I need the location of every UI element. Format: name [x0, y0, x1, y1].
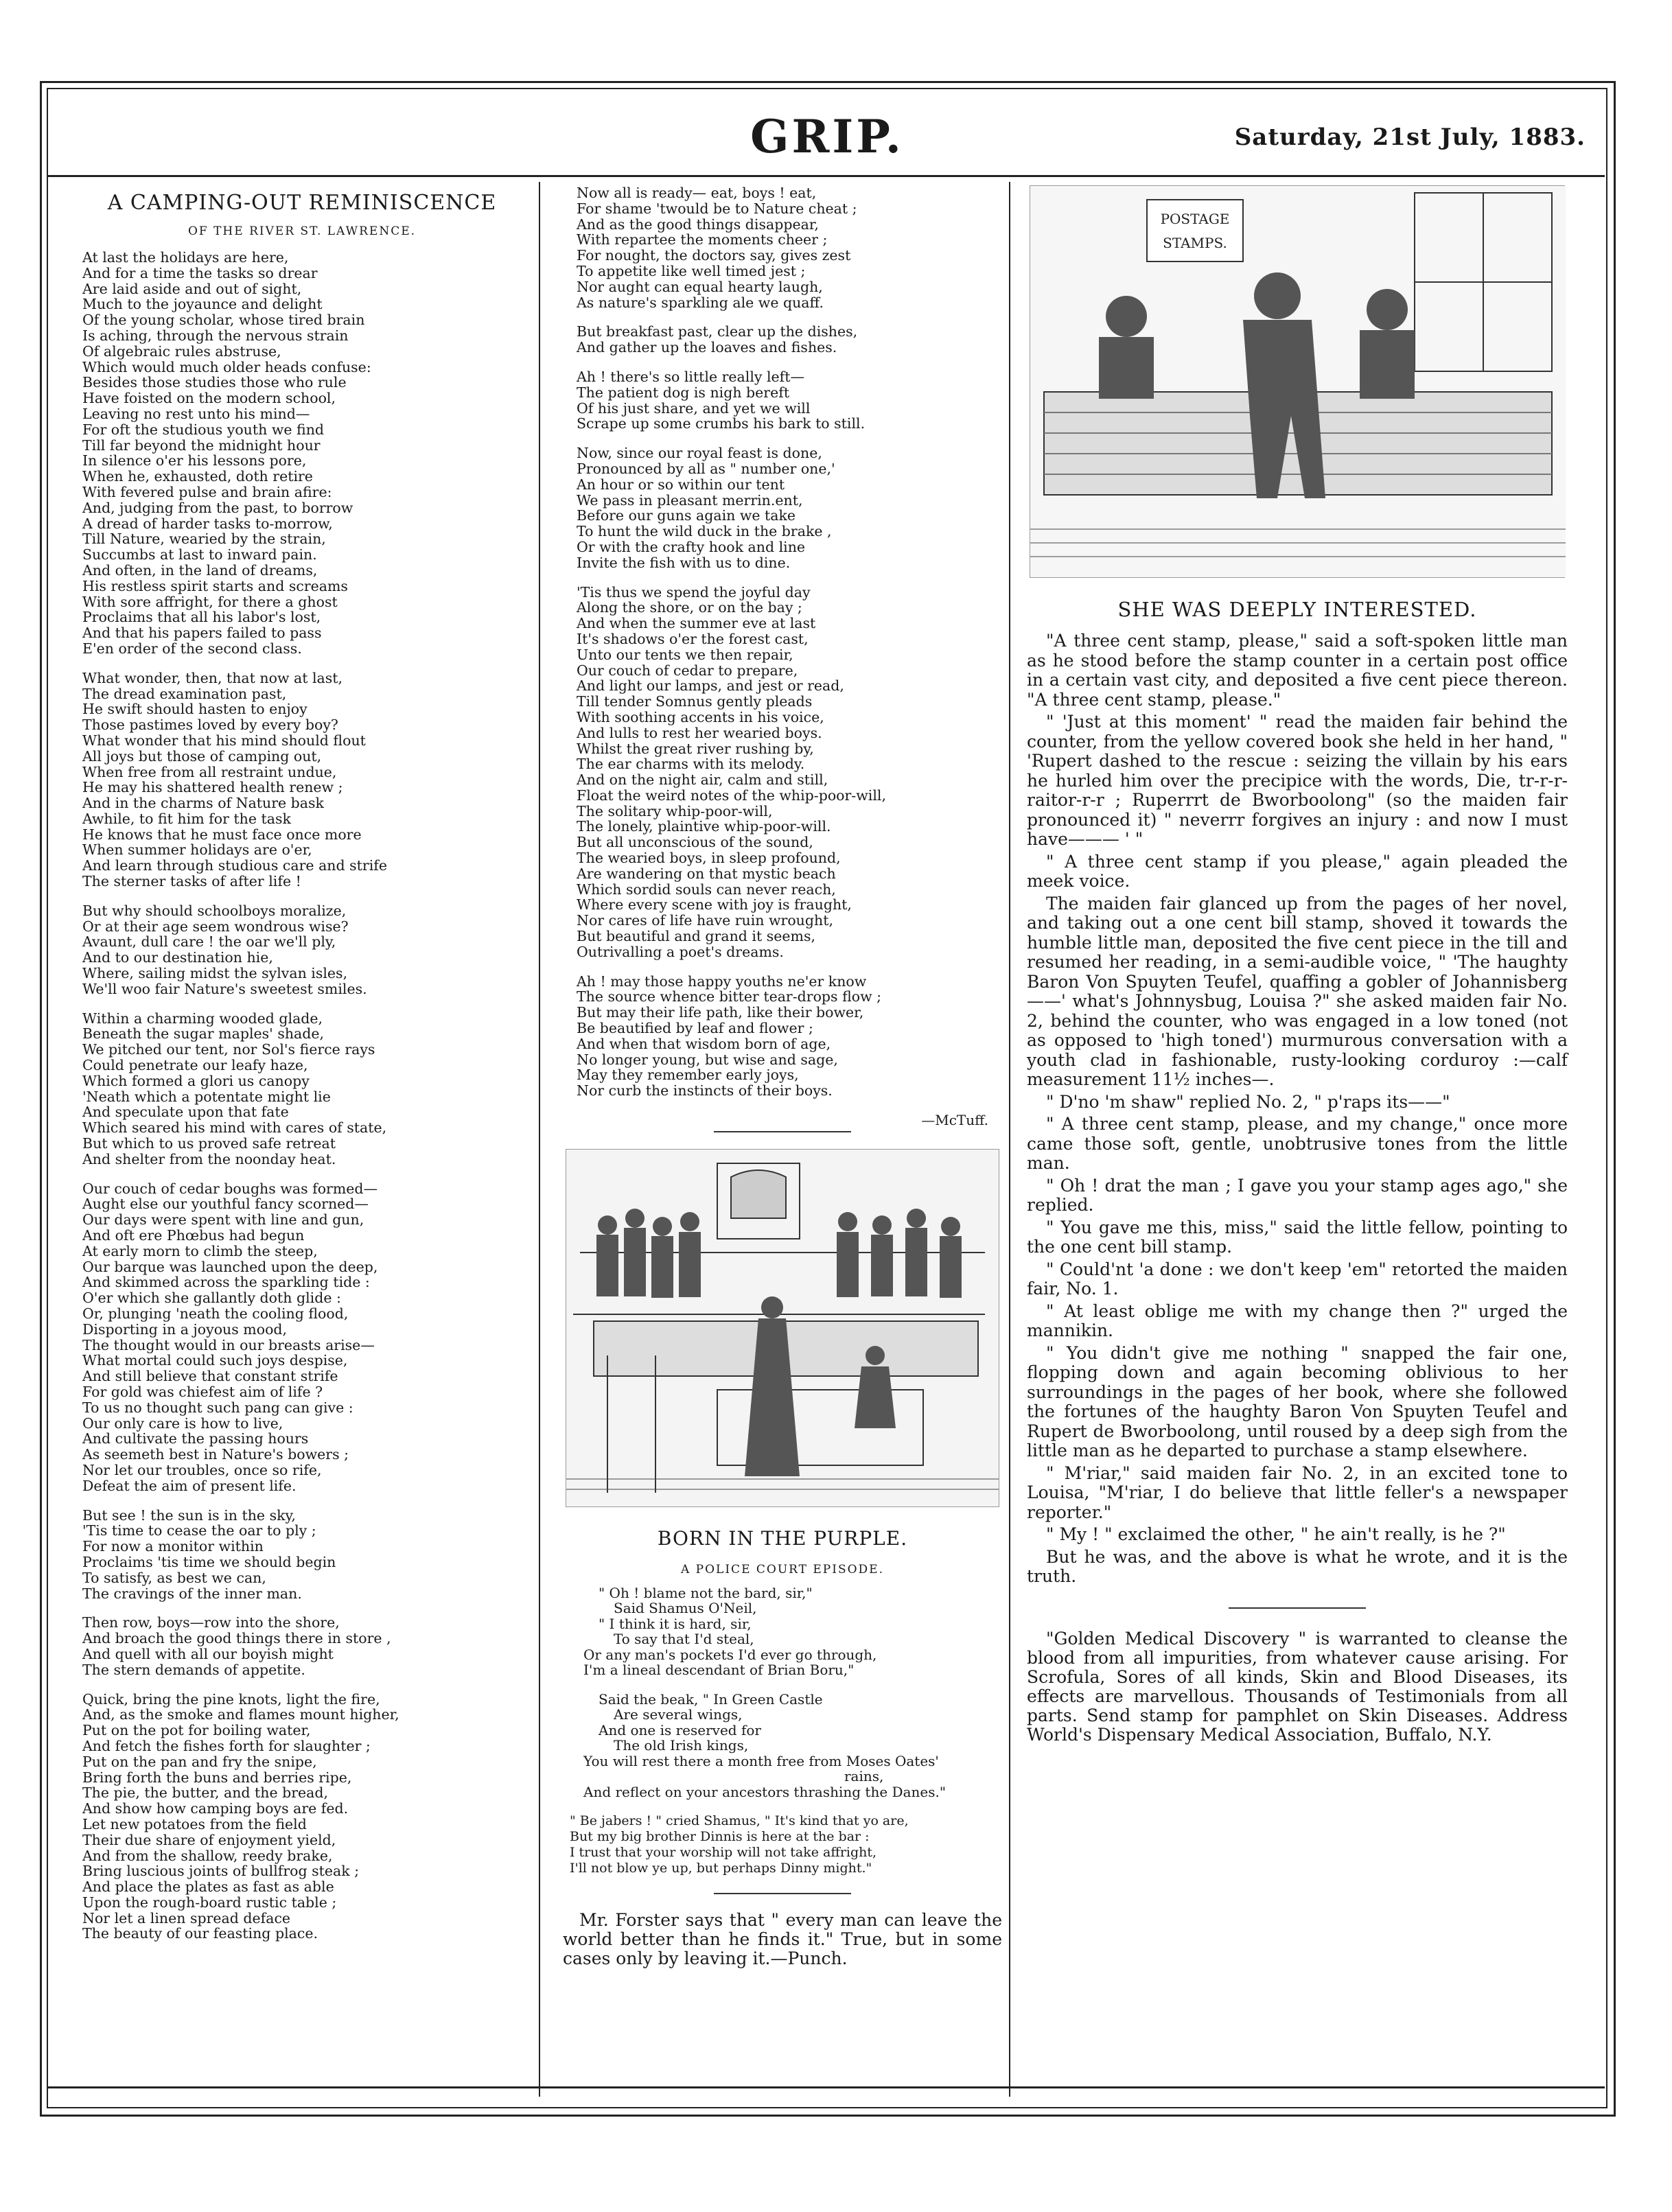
- poem-line: As nature's sparkling ale we quaff.: [577, 294, 824, 311]
- poem-line: We pitched our tent, nor Sol's fierce rays: [82, 1041, 375, 1058]
- poem-line: And learn through studious care and strife: [82, 857, 387, 874]
- poem-line: With soothing accents in his voice,: [577, 708, 824, 725]
- poem-line: Much to the joyaunce and delight: [82, 296, 323, 313]
- poem-line: Succumbs at last to inward pain.: [82, 546, 317, 563]
- poem-line: Let new potatoes from the field: [82, 1815, 307, 1832]
- stanza: [577, 185, 1002, 310]
- courtroom-engraving: [566, 1150, 999, 1506]
- poem-line: The ear charms with its melody.: [577, 756, 805, 773]
- poem-line: And, as the smoke and flames mount higher,: [82, 1706, 399, 1723]
- poem-line: And when the summer eve at last: [577, 615, 816, 632]
- poem-line: May they remember early joys,: [577, 1067, 799, 1084]
- poem-line: When he, exhausted, doth retire: [82, 468, 313, 485]
- poem-line: But which to us proved safe retreat: [82, 1135, 336, 1152]
- article-paragraph: " My ! " exclaimed the other, " he ain't really, is he ?": [1046, 1524, 1506, 1544]
- poem-line: For shame 'twould be to Nature cheat ;: [577, 200, 857, 217]
- poem-line: Disporting in a joyous mood,: [82, 1320, 288, 1338]
- article-paragraph: " A three cent stamp if you please," again pleaded the meek voice.: [1027, 851, 1568, 891]
- poem-line: Invite the fish with us to dine.: [577, 554, 791, 571]
- article-paragraph: " M'riar," said maiden fair No. 2, in an excited tone to Louisa, "M'riar, I do believe that little feller's a newspaper reporter.": [1027, 1463, 1568, 1522]
- poem-line: " Be jabers ! " cried Shamus, " It's kind that yo are,: [570, 1813, 909, 1829]
- poem-line: Before our guns again we take: [577, 507, 796, 524]
- poem-line: You will rest there a month free from Moses Oates': [583, 1752, 939, 1769]
- poem-line: Are several wings,: [614, 1706, 743, 1723]
- poem-line: Is aching, through the nervous strain: [82, 327, 349, 344]
- stanza: [577, 974, 1002, 1099]
- poem-line: Whilst the great river rushing by,: [577, 740, 814, 757]
- poem-line: At early morn to climb the steep,: [82, 1242, 318, 1259]
- poem-line: The cravings of the inner man.: [82, 1585, 302, 1602]
- stanza: [82, 1615, 522, 1677]
- poem-line: Nor let a linen spread deface: [82, 1909, 291, 1926]
- poem-line: But my big brother Dinnis is here at the bar :: [570, 1829, 870, 1845]
- poem-line: Bring luscious joints of bullfrog steak ;: [82, 1863, 360, 1880]
- poem-line: Those pastimes loved by every boy?: [82, 717, 338, 734]
- sign-line-1: POSTAGE: [1160, 211, 1230, 227]
- poem-line: A dread of harder tasks to-morrow,: [82, 515, 333, 532]
- poem-line: Which formed a glori us canopy: [82, 1072, 310, 1089]
- poem-line: Beneath the sugar maples' shade,: [82, 1025, 325, 1043]
- stanza: [82, 1692, 522, 1942]
- poem-line: " Oh ! blame not the bard, sir,": [599, 1584, 813, 1601]
- stanza: [82, 1508, 522, 1602]
- poem-line: I trust that your worship will not take affright,: [570, 1844, 877, 1860]
- poem-line: But why should schoolboys moralize,: [82, 902, 347, 919]
- poem-line: Could penetrate our leafy haze,: [82, 1057, 308, 1074]
- poem-line: I'll not blow ye up, but perhaps Dinny might.": [570, 1860, 872, 1876]
- article-title-camping: A CAMPING-OUT REMINISCENCE: [107, 191, 497, 215]
- poem-line: Defeat the aim of present life.: [82, 1477, 297, 1494]
- poem-line: The solitary whip-poor-will,: [577, 802, 773, 819]
- poem-line: All joys but those of camping out,: [82, 747, 322, 765]
- poem-line: The stern demands of appetite.: [82, 1661, 305, 1678]
- poem-line: Leaving no rest unto his mind—: [82, 405, 310, 422]
- article-paragraph: " 'Just at this moment' " read the maiden fair behind the counter, from the yellow covered book she held in her hand, " 'Rupert dashed to the rescue : seizing the villain by his ears he hurled him over the precipice with the words, Die, tr-r-r-raitor-r-r ; Ruperrrt de Bworboolong" (so the maiden fair pronounced it) " neverrr forgives an injury : and now I must have——— ' ": [1027, 712, 1568, 849]
- forster-joke-text: Mr. Forster says that " every man can leave the world better than he finds it." True, but in some cases only by leaving it.—Punch.: [563, 1909, 1002, 1968]
- poem-line: At last the holidays are here,: [82, 249, 289, 266]
- poem-line: Scrape up some crumbs his bark to still.: [577, 415, 866, 432]
- poem-line: As seemeth best in Nature's bowers ;: [82, 1446, 349, 1463]
- interested-article: [1023, 631, 1572, 1587]
- poem-line: His restless spirit starts and screams: [82, 577, 348, 594]
- poem-line: And show how camping boys are fed.: [82, 1800, 349, 1817]
- poem-line: And skimmed across the sparkling tide :: [82, 1274, 370, 1291]
- poem-line: The dread examination past,: [82, 685, 287, 702]
- poem-line: Said the beak, " In Green Castle: [599, 1690, 823, 1708]
- poem-line: With fevered pulse and brain afire:: [82, 483, 332, 500]
- poem-line: rains,: [844, 1768, 884, 1785]
- poem-line: We'll woo fair Nature's sweetest smiles.: [82, 980, 367, 997]
- poem-line: 'Tis thus we spend the joyful day: [577, 583, 811, 601]
- article-paragraph: " You didn't give me nothing " snapped the fair one, flopping down and again becoming oblivious to her surroundings in the pages of her book, where she followed the fortunes of the haughty Baron Von Spuyten Teufel and Rupert de Bworboolong, until roused by a deep sigh from the little man as he departed to purchase a stamp elsewhere.: [1027, 1342, 1568, 1460]
- poem-line: The beauty of our feasting place.: [82, 1925, 318, 1942]
- poem-line: And on the night air, calm and still,: [577, 771, 828, 789]
- article-paragraph: But he was, and the above is what he wrote, and it is the truth.: [1027, 1546, 1568, 1586]
- poem-line: Now all is ready— eat, boys ! eat,: [577, 185, 817, 201]
- article-paragraph: " Could'nt 'a done : we don't keep 'em" retorted the maiden fair, No. 1.: [1027, 1259, 1568, 1299]
- advert-text: "Golden Medical Discovery " is warranted to cleanse the blood from all impurities, from whatever cause arising. For Scrofula, Sores of all kinds, Skin and Blood Diseases, its effects are marvellous. Thousands of Testimonials from all parts. Send stamp for pamphlet on Skin Diseases. Address World's Dispensary Medical Association, Buffalo, N.Y.: [1027, 1628, 1568, 1745]
- golden-medical-advert: [1023, 1629, 1572, 1745]
- poem-line: What mortal could such joys despise,: [82, 1352, 348, 1369]
- poem-line: No longer young, but wise and sage,: [577, 1051, 838, 1068]
- poem-line: Unto our tents we then repair,: [577, 646, 793, 663]
- poem-line: The sterner tasks of after life !: [82, 873, 301, 890]
- poem-line: Our barque was launched upon the deep,: [82, 1258, 378, 1275]
- masthead-rule: [48, 175, 1605, 177]
- poem-line: Outrivalling a poet's dreams.: [577, 943, 784, 960]
- poem-line: Proclaims that all his labor's lost,: [82, 609, 321, 626]
- poem-line: Of his just share, and yet we will: [577, 399, 811, 417]
- post-office-illustration: [1030, 185, 1565, 578]
- section-divider: [714, 1131, 851, 1132]
- poem-line: The old Irish kings,: [614, 1737, 749, 1754]
- column-rule-2: [1009, 182, 1010, 2097]
- poem-line: And, judging from the past, to borrow: [82, 499, 353, 516]
- poem-line: But see ! the sun is in the sky,: [82, 1506, 296, 1524]
- poem-line: Aught else our youthful fancy scorned—: [82, 1196, 369, 1213]
- article-paragraph: " A three cent stamp, please, and my change," once more came those soft, gentle, unobtrusive tones from the little man.: [1027, 1114, 1568, 1173]
- poem-line: " I think it is hard, sir,: [599, 1615, 752, 1632]
- poem-line: When summer holidays are o'er,: [82, 841, 312, 859]
- poem-line: I'm a lineal descendant of Brian Boru,": [583, 1662, 855, 1679]
- poem-line: Float the weird notes of the whip-poor-will,: [577, 787, 886, 804]
- article-paragraph: " D'no 'm shaw" replied No. 2, " p'raps its——": [1046, 1091, 1450, 1112]
- courtroom-illustration: [566, 1149, 999, 1507]
- poem-line: Besides those studies those who rule: [82, 374, 347, 391]
- poem-line: O'er which she gallantly doth glide :: [82, 1290, 341, 1307]
- poem-line: And fetch the fishes forth for slaughter ;: [82, 1737, 371, 1754]
- poem-line: The lonely, plaintive whip-poor-will.: [577, 818, 831, 835]
- poem-line: Or any man's pockets I'd ever go through,: [583, 1646, 877, 1663]
- poem-line: Which sordid souls can never reach,: [577, 881, 836, 898]
- poem-line: Our days were spent with line and gun,: [82, 1211, 364, 1229]
- poem-line: But breakfast past, clear up the dishes,: [577, 323, 858, 340]
- poem-line: Or, plunging 'neath the cooling flood,: [82, 1305, 349, 1322]
- poem-line: Upon the rough-board rustic table ;: [82, 1894, 337, 1911]
- camping-poem: [82, 250, 522, 1942]
- poem-signature: —McTuff.: [921, 1112, 988, 1129]
- poem-line: For nought, the doctors say, gives zest: [577, 247, 851, 264]
- poem-line: And as the good things disappear,: [577, 216, 819, 233]
- poem-line: To satisfy, as best we can,: [82, 1569, 266, 1586]
- article-title-purple: BORN IN THE PURPLE.: [657, 1526, 908, 1550]
- poem-line: Or at their age seem wondrous wise?: [82, 918, 349, 935]
- forster-joke: [563, 1911, 1002, 1968]
- poem-line: Of the young scholar, whose tired brain: [82, 312, 365, 329]
- poem-line: And to our destination hie,: [82, 949, 273, 966]
- poem-line: And from the shallow, reedy brake,: [82, 1847, 333, 1864]
- column-2: [563, 185, 1002, 2080]
- poem-line: Or with the crafty hook and line: [577, 538, 806, 555]
- poem-line: And that his papers failed to pass: [82, 625, 322, 642]
- poem-line: Which seared his mind with cares of state,: [82, 1119, 387, 1137]
- poem-line: The thought would in our breasts arise—: [82, 1336, 375, 1353]
- stanza: [577, 324, 1002, 356]
- poem-line: Awhile, to fit him for the task: [82, 810, 291, 827]
- poem-line: And speculate upon that fate: [82, 1104, 289, 1121]
- column-3: [1023, 185, 1572, 2080]
- poem-line: And cultivate the passing hours: [82, 1430, 309, 1447]
- poem-line: Within a charming wooded glade,: [82, 1010, 323, 1027]
- poem-line: Nor curb the instincts of their boys.: [577, 1082, 833, 1099]
- poem-line: Ah ! may those happy youths ne'er know: [577, 973, 867, 990]
- poem-line: To appetite like well timed jest ;: [577, 262, 806, 279]
- stanza: [82, 903, 522, 997]
- poem-line: Our only care is how to live,: [82, 1414, 283, 1432]
- poem-line: And shelter from the noonday heat.: [82, 1150, 336, 1167]
- poem-line: Quick, bring the pine knots, light the fire,: [82, 1690, 380, 1708]
- poem-line: The patient dog is nigh bereft: [577, 384, 790, 401]
- poem-line: But all unconscious of the sound,: [577, 834, 813, 851]
- purple-poem: [563, 1585, 1002, 1800]
- sign-line-2: STAMPS.: [1163, 235, 1227, 251]
- section-divider: [1229, 1607, 1366, 1609]
- poem-line: With repartee the moments cheer ;: [577, 231, 828, 248]
- poem-line: 'Neath which a potentate might lie: [82, 1088, 331, 1105]
- poem-line: Our couch of cedar boughs was formed—: [82, 1180, 378, 1197]
- article-paragraph: " Oh ! drat the man ; I gave you your stamp ages ago," she replied.: [1027, 1175, 1568, 1215]
- poem-line: Their due share of enjoyment yield,: [82, 1831, 336, 1848]
- poem-line: For gold was chiefest aim of life ?: [82, 1383, 323, 1400]
- poem-line: And broach the good things there in store ,: [82, 1630, 391, 1647]
- poem-line: Where, sailing midst the sylvan isles,: [82, 965, 348, 982]
- article-paragraph: The maiden fair glanced up from the pages of her novel, and taking out a one cent bill stamp, shoved it towards the humble little man, deposited the five cent piece in the till and resumed her reading, in a semi-audible voice, " 'The haughty Baron Von Spuyten Teufel, quaffing a gobler of Johannisberg——' what's Johnnysbug, Louisa ?" she asked maiden fair No. 2, behind the counter, who was engaged in a low toned (not as opposed to 'high toned') murmurous conversation with a youth clad in fashionable, rusty-looking corduroy :—calf measurement 11½ inches—.: [1027, 893, 1568, 1089]
- poem-line: Then row, boys—row into the shore,: [82, 1614, 340, 1631]
- poem-line: 'Tis time to cease the oar to ply ;: [82, 1522, 316, 1539]
- poem-line: Ah ! there's so little really left—: [577, 368, 805, 385]
- poem-line: Nor let our troubles, once so rife,: [82, 1461, 322, 1478]
- poem-line: Which would much older heads confuse:: [82, 358, 371, 375]
- poem-line: To hunt the wild duck in the brake ,: [577, 523, 832, 540]
- footer-rule: [48, 2086, 1605, 2088]
- poem-line: And still believe that constant strife: [82, 1368, 338, 1385]
- section-divider: [714, 1893, 851, 1894]
- post-office-engraving: [1030, 186, 1566, 577]
- stanza: [577, 445, 1002, 570]
- article-paragraph: " At least oblige me with my change then ?" urged the mannikin.: [1027, 1301, 1568, 1340]
- article-title-interested: SHE WAS DEEPLY INTERESTED.: [1117, 598, 1477, 621]
- article-paragraph: " You gave me this, miss," said the little fellow, pointing to the one cent bill stamp.: [1027, 1217, 1568, 1257]
- poem-line: Nor cares of life have ruin wrought,: [577, 912, 833, 929]
- poem-line: Along the shore, or on the bay ;: [577, 599, 802, 616]
- stanza: [82, 1181, 522, 1494]
- poem-line: Pronounced by all as " number one,': [577, 460, 835, 477]
- poem-line: He swift should hasten to enjoy: [82, 701, 307, 718]
- poem-line: And gather up the loaves and fishes.: [577, 339, 837, 356]
- poem-line: He knows that he must face once more: [82, 826, 362, 843]
- poem-line: Where every scene with joy is fraught,: [577, 896, 852, 913]
- article-subtitle-purple: A POLICE COURT EPISODE.: [681, 1562, 884, 1576]
- poem-line: For oft the studious youth we find: [82, 421, 325, 438]
- poem-line: Till tender Somnus gently pleads: [577, 693, 813, 710]
- poem-line: The wearied boys, in sleep profound,: [577, 850, 841, 867]
- masthead: [55, 110, 1599, 172]
- poem-line: Are wandering on that mystic beach: [577, 865, 836, 882]
- stanza: [82, 1011, 522, 1167]
- poem-line: And oft ere Phœbus had begun: [82, 1227, 305, 1244]
- poem-line: Avaunt, dull care ! the oar we'll ply,: [82, 933, 336, 951]
- column-1: [82, 185, 522, 2080]
- poem-line: And in the charms of Nature bask: [82, 795, 324, 812]
- poem-line: Till Nature, wearied by the strain,: [82, 531, 326, 548]
- poem-line: With sore affright, for there a ghost: [82, 593, 338, 610]
- stanza: [577, 369, 1002, 432]
- poem-line: And place the plates as fast as able: [82, 1878, 334, 1896]
- stanza: [82, 671, 522, 889]
- poem-line: Be beautified by leaf and flower ;: [577, 1020, 813, 1037]
- poem-line: Put on the pot for boiling water,: [82, 1722, 311, 1739]
- poem-line: An hour or so within our tent: [577, 476, 785, 493]
- poem-line: It's shadows o'er the forest cast,: [577, 630, 809, 647]
- poem-line: But may their life path, like their bower,: [577, 1004, 864, 1021]
- poem-line: When free from all restraint undue,: [82, 763, 337, 780]
- poem-line: He may his shattered health renew ;: [82, 779, 343, 796]
- poem-line: For now a monitor within: [82, 1538, 264, 1555]
- poem-line: We pass in pleasant merrin.ent,: [577, 491, 803, 509]
- poem-line: To us no thought such pang can give :: [82, 1399, 353, 1416]
- poem-line: Of algebraic rules abstruse,: [82, 342, 281, 360]
- poem-line: In silence o'er his lessons pore,: [82, 452, 307, 469]
- stanza: [583, 1585, 1002, 1678]
- column-rule-1: [539, 182, 540, 2097]
- poem-line: What wonder that his mind should flout: [82, 732, 366, 749]
- poem-line: Said Shamus O'Neil,: [614, 1600, 757, 1617]
- poem-line: And quell with all our boyish might: [82, 1645, 334, 1662]
- poem-line: To say that I'd steal,: [614, 1631, 754, 1648]
- poem-line: Nor aught can equal hearty laugh,: [577, 278, 823, 295]
- poem-line: The source whence bitter tear-drops flow ;: [577, 988, 882, 1005]
- article-paragraph: "A three cent stamp, please," said a soft-spoken little man as he stood before the stamp counter in a certain post office in a certain vast city, and deposited a five cent piece thereon. "A three cent stamp, please.": [1027, 631, 1568, 710]
- poem-line: What wonder, then, that now at last,: [82, 669, 343, 686]
- poem-line: But beautiful and grand it seems,: [577, 928, 815, 945]
- issue-date: Saturday, 21st July, 1883.: [1234, 124, 1586, 151]
- poem-line: E'en order of the second class.: [82, 640, 302, 657]
- poem-line: Proclaims 'tis time we should begin: [82, 1553, 336, 1570]
- poem-line: Bring forth the buns and berries ripe,: [82, 1769, 352, 1786]
- poem-line: And light our lamps, and jest or read,: [577, 677, 844, 695]
- camping-poem-continued: [563, 185, 1002, 1099]
- poem-line: Are laid aside and out of sight,: [82, 280, 302, 297]
- newspaper-title: GRIP.: [750, 110, 904, 163]
- stanza: [583, 1692, 1002, 1800]
- poem-line: Now, since our royal feast is done,: [577, 445, 822, 462]
- poem-line: And reflect on your ancestors thrashing the Danes.": [583, 1783, 947, 1800]
- poem-line: And often, in the land of dreams,: [82, 561, 318, 579]
- article-subtitle-camping: OF THE RIVER ST. LAWRENCE.: [187, 224, 417, 238]
- stanza: [577, 585, 1002, 960]
- poem-line: Our couch of cedar to prepare,: [577, 662, 798, 679]
- stanza: [82, 250, 522, 657]
- poem-line: And one is reserved for: [599, 1721, 761, 1738]
- poem-line: Put on the pan and fry the snipe,: [82, 1753, 317, 1770]
- poem-line: The pie, the butter, and the bread,: [82, 1784, 329, 1802]
- poem-line: Till far beyond the midnight hour: [82, 436, 321, 454]
- poem-line: And when that wisdom born of age,: [577, 1035, 831, 1052]
- purple-closing: [563, 1813, 1002, 1876]
- poem-line: And for a time the tasks so drear: [82, 264, 318, 281]
- poem-line: Have foisted on the modern school,: [82, 390, 336, 407]
- poem-line: And lulls to rest her wearied boys.: [577, 724, 822, 741]
